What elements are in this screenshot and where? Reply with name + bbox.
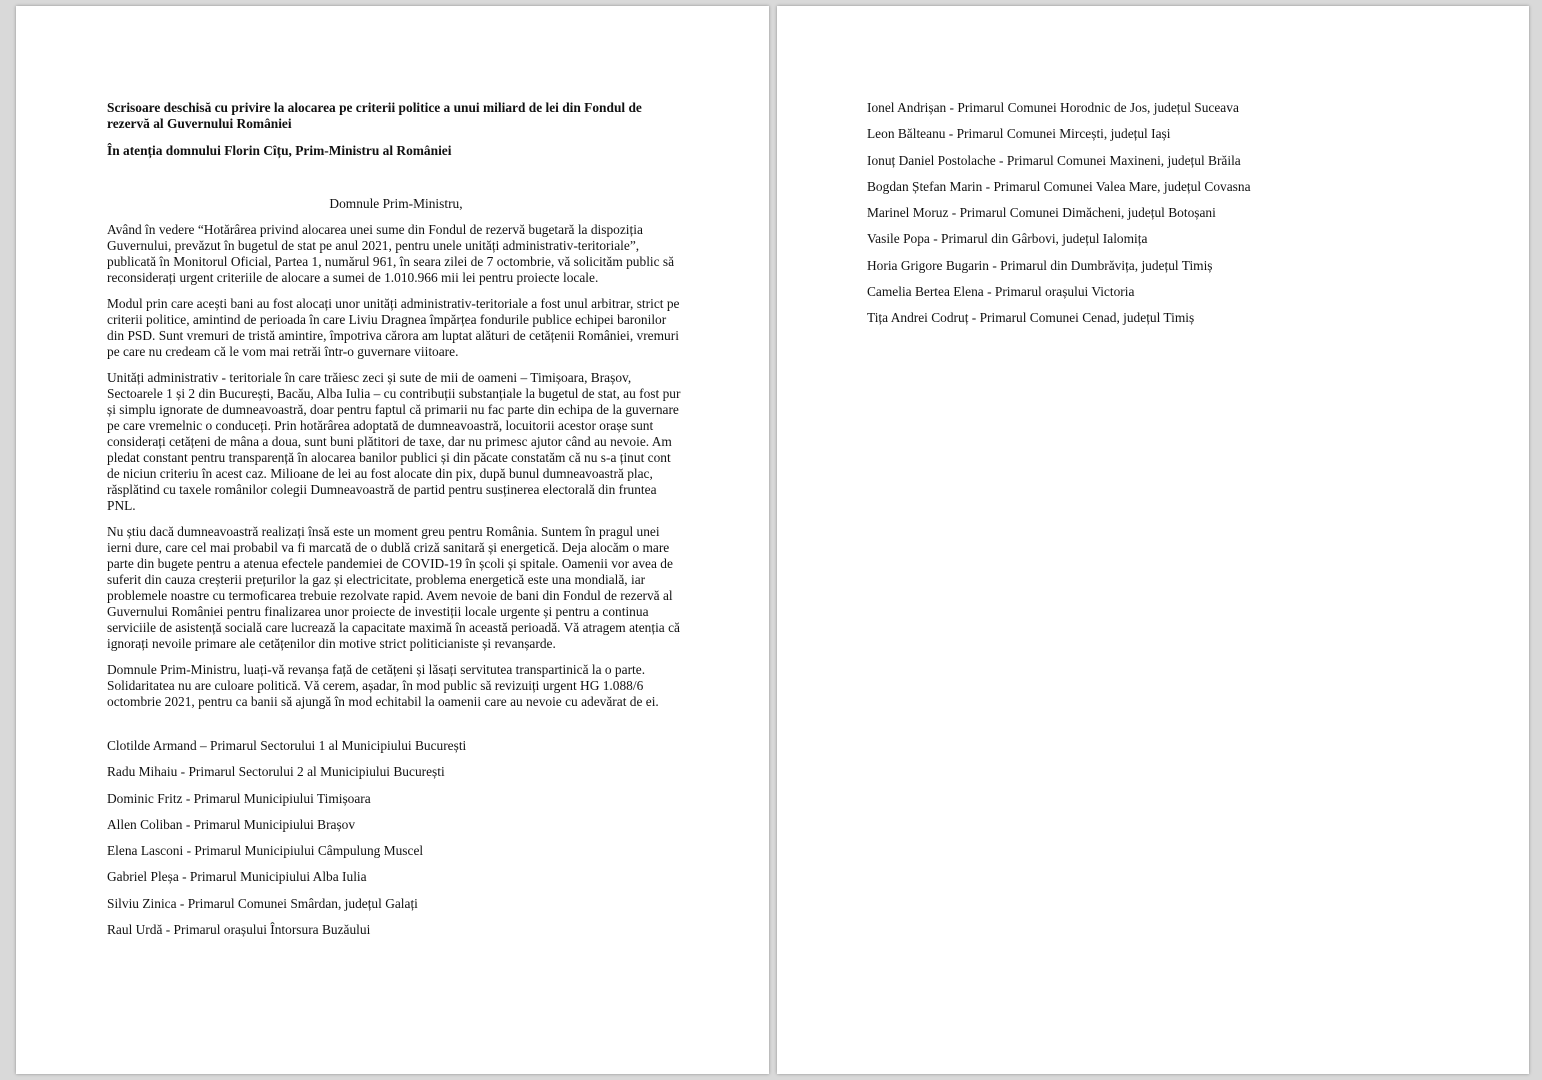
signatories-list-page-1 bbox=[107, 738, 685, 938]
signatory-item: Marinel Moruz - Primarul Comunei Dimăcheni, județul Botoșani bbox=[867, 205, 1216, 221]
letter-greeting: Domnule Prim-Ministru, bbox=[329, 196, 463, 211]
page-2-content bbox=[867, 100, 1467, 337]
signatory-item: Dominic Fritz - Primarul Municipiului Timișoara bbox=[107, 790, 371, 806]
letter-addressee: În atenția domnului Florin Cîțu, Prim-Ministru al României bbox=[107, 143, 452, 158]
signatory-item: Horia Grigore Bugarin - Primarul din Dumbrăvița, județul Timiș bbox=[867, 257, 1213, 273]
signatories-list-page-2 bbox=[867, 100, 1467, 326]
document-page-1 bbox=[16, 6, 769, 1074]
signatory-item: Allen Coliban - Primarul Municipiului Brașov bbox=[107, 816, 356, 832]
signatory-item: Vasile Popa - Primarul din Gârbovi, județul Ialomița bbox=[867, 231, 1148, 247]
letter-paragraph-3: Unități administrativ - teritoriale în care trăiesc zeci și sute de mii de oameni – Timișoara, Brașov, Sectoarele 1 și 2 din București, Bacău, Alba Iulia – cu contribuții substanțiale la bugetul de stat, au fost pur și simplu ignorate de dumneavoastră, doar pentru faptul că primarii nu fac parte din echipa de la guvernare pe care vremelnic o conduceți. Prin hotărârea adoptată de dumneavoastră, locuitorii acestor orașe sunt considerați cetățeni de mâna a doua, sunt buni plătitori de taxe, dar nu primesc ajutor când au nevoie. Am pledat constant pentru transparență în alocarea banilor publici și din păcate constatăm că nu s-a ținut cont de niciun criteriu în acest caz. Milioane de lei au fost alocate din pix, după bunul dumneavoastră plac, răsplătind cu taxele românilor colegii Dumneavoastră de partid pentru susținerea electorală din fruntea PNL. bbox=[107, 370, 681, 513]
signatory-item: Raul Urdă - Primarul orașului Întorsura Buzăului bbox=[107, 922, 371, 938]
letter-paragraph-4: Nu știu dacă dumneavoastră realizați însă este un moment greu pentru România. Suntem în pragul unei ierni dure, care cel mai probabil va fi marcată de o dublă criză sanitară și energetică. Deja alocăm o mare parte din bugete pentru a atenua efectele pandemiei de COVID-19 în școli și spitale. Oamenii vor avea de suferit din cauza creșterii prețurilor la gaz și electricitate, problema energetică este una mondială, iar problemele noastre cu termoficarea trebuie rezolvate rapid. Avem nevoie de bani din Fondul de rezervă al Guvernului României pentru finalizarea unor proiecte de investiții locale urgente și pentru a continua serviciile de asistență socială care lucrează la capacitate maximă în această perioadă. Vă atragem atenția că ignorați nevoile primare ale cetățenilor din motive strict politicianiste și revanșarde. bbox=[107, 524, 680, 651]
page-1-content bbox=[107, 100, 685, 948]
signatory-item: Ionel Andrișan - Primarul Comunei Horodnic de Jos, județul Suceava bbox=[867, 100, 1239, 115]
document-page-2 bbox=[777, 6, 1529, 1074]
signatory-item: Bogdan Ștefan Marin - Primarul Comunei Valea Mare, județul Covasna bbox=[867, 178, 1251, 194]
signatory-item: Leon Bălteanu - Primarul Comunei Mircești, județul Iași bbox=[867, 126, 1171, 142]
signatory-item: Gabriel Pleșa - Primarul Municipiului Alba Iulia bbox=[107, 869, 367, 885]
signatory-item: Silviu Zinica - Primarul Comunei Smârdan, județul Galați bbox=[107, 895, 418, 911]
letter-paragraph-5: Domnule Prim-Ministru, luați-vă revanșa față de cetățeni și lăsați servitutea transpartinică la o parte. Solidaritatea nu are culoare politică. Vă cerem, așadar, în mod public să revizuiți urgent HG 1.088/6 octombrie 2021, pentru ca banii să ajungă în mod echitabil la oamenii care au nevoie cu adevărat de ei. bbox=[107, 662, 659, 709]
signatory-item: Camelia Bertea Elena - Primarul orașului Victoria bbox=[867, 284, 1135, 300]
signatory-item: Ionuț Daniel Postolache - Primarul Comunei Maxineni, județul Brăila bbox=[867, 152, 1241, 168]
signatory-item: Elena Lasconi - Primarul Municipiului Câmpulung Muscel bbox=[107, 843, 424, 859]
letter-paragraph-2: Modul prin care acești bani au fost alocați unor unități administrativ-teritoriale a fost unul arbitrar, strict pe criterii politice, amintind de perioada în care Liviu Dragnea împărțea fondurile publice echipei baronilor din PSD. Sunt vremuri de tristă amintire, împotriva cărora am luptat alături de cetățenii României, vremuri pe care nu credeam că le vom mai retrăi într-o guvernare viitoare. bbox=[107, 296, 680, 359]
letter-paragraph-1: Având în vedere “Hotărârea privind alocarea unei sume din Fondul de rezervă bugetară la dispoziția Guvernului, prevăzut în bugetul de stat pe anul 2021, pentru unele unități administrativ-teritoriale”, publicată în Monitorul Oficial, Partea 1, numărul 961, în seara zilei de 7 octombrie, vă solicităm public să reconsiderați urgent criteriile de alocare a sumei de 1.010.966 mii lei pentru proiecte locale. bbox=[107, 222, 675, 285]
signatory-item: Radu Mihaiu - Primarul Sectorului 2 al Municipiului București bbox=[107, 764, 445, 780]
letter-title: Scrisoare deschisă cu privire la alocarea pe criterii politice a unui miliard de lei din Fondul de rezervă al Guvernului României bbox=[107, 100, 642, 131]
signatory-item: Tița Andrei Codruț - Primarul Comunei Cenad, județul Timiș bbox=[867, 310, 1195, 326]
signatory-item: Clotilde Armand – Primarul Sectorului 1 al Municipiului București bbox=[107, 738, 467, 753]
